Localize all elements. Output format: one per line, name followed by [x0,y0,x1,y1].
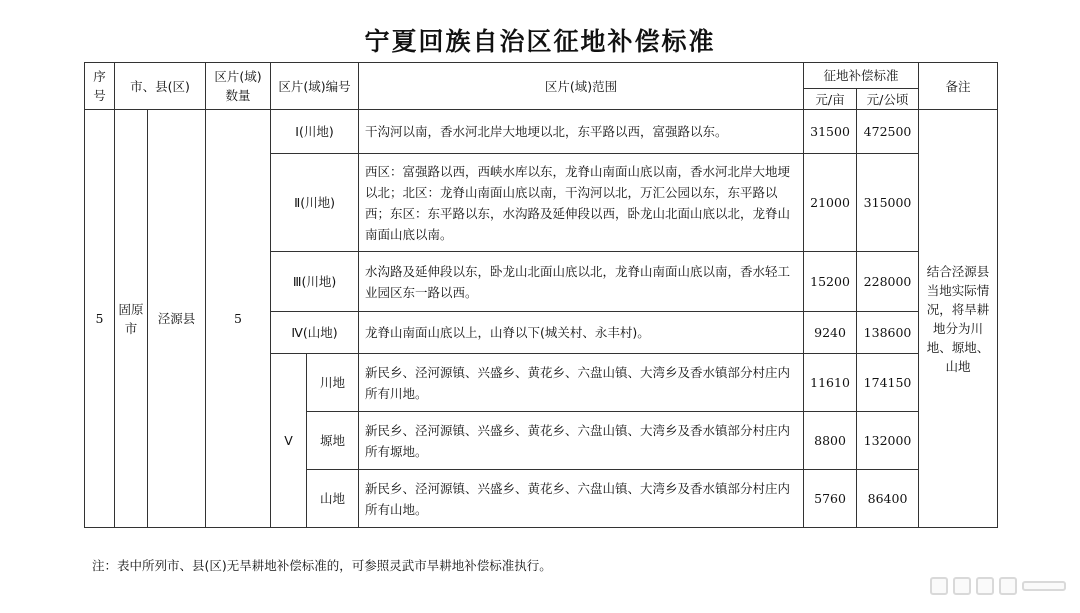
compensation-table [84,62,998,528]
cell-yuan-mu: 8800 [804,412,857,470]
header-area-code: 区片(域)编号 [271,63,359,110]
header-remark: 备注 [919,63,998,110]
cell-area-range: 新民乡、泾河源镇、兴盛乡、黄花乡、六盘山镇、大湾乡及香水镇部分村庄内所有山地。 [359,470,804,528]
cell-yuan-mu: 11610 [804,354,857,412]
cell-area-code: Ⅲ(川地) [271,252,359,312]
cell-county: 泾源县 [148,110,206,528]
pagination-indicator [930,577,1066,595]
cell-yuan-mu: 15200 [804,252,857,312]
footnote: 注：表中所列市、县(区)无旱耕地补偿标准的，可参照灵武市旱耕地补偿标准执行。 [92,558,552,573]
cell-yuan-ha: 228000 [857,252,919,312]
page-dot [999,577,1017,595]
cell-subtype: 塬地 [307,412,359,470]
cell-subtype: 山地 [307,470,359,528]
cell-seq: 5 [85,110,115,528]
header-yuan-ha: 元/公顷 [857,89,919,110]
cell-area-code: Ⅱ(川地) [271,154,359,252]
cell-yuan-mu: 9240 [804,312,857,354]
cell-area-range: 新民乡、泾河源镇、兴盛乡、黄花乡、六盘山镇、大湾乡及香水镇部分村庄内所有塬地。 [359,412,804,470]
cell-yuan-ha: 138600 [857,312,919,354]
cell-area-code: Ⅰ(川地) [271,110,359,154]
cell-yuan-ha: 472500 [857,110,919,154]
cell-city: 固原市 [115,110,148,528]
cell-area-code: Ⅳ(山地) [271,312,359,354]
cell-yuan-ha: 174150 [857,354,919,412]
cell-area-range: 水沟路及延伸段以东，卧龙山北面山底以北，龙脊山南面山底以南，香水轻工业园区东一路以西。 [359,252,804,312]
cell-yuan-ha: 86400 [857,470,919,528]
page-bar [1022,581,1066,591]
page-title: 宁夏回族自治区征地补偿标准 [364,27,716,56]
table-row [85,110,998,154]
cell-area-range: 干沟河以南，香水河北岸大地埂以北，东平路以西，富强路以东。 [359,110,804,154]
cell-area-range: 西区：富强路以西，西峡水库以东，龙脊山南面山底以南，香水河北岸大地埂以北；北区：龙脊山南面山底以南，干沟河以北，万汇公园以东，东平路以西；东区：东平路以东，水沟路及延伸段以西，卧龙山北面山底以北，龙脊山南面山底以南。 [359,154,804,252]
cell-area-code-v: Ⅴ [271,354,307,528]
cell-remark: 结合泾源县当地实际情况，将旱耕地分为川地、塬地、山地 [919,110,998,528]
cell-yuan-ha: 315000 [857,154,919,252]
page-dot [953,577,971,595]
cell-area-range: 龙脊山南面山底以上，山脊以下(城关村、永丰村)。 [359,312,804,354]
cell-yuan-mu: 31500 [804,110,857,154]
page-dot [930,577,948,595]
cell-area-count: 5 [206,110,271,528]
cell-yuan-ha: 132000 [857,412,919,470]
header-yuan-mu: 元/亩 [804,89,857,110]
header-area-range: 区片(域)范围 [359,63,804,110]
cell-yuan-mu: 21000 [804,154,857,252]
cell-area-range: 新民乡、泾河源镇、兴盛乡、黄花乡、六盘山镇、大湾乡及香水镇部分村庄内所有川地。 [359,354,804,412]
cell-subtype: 川地 [307,354,359,412]
header-seq: 序号 [85,63,115,110]
header-standard: 征地补偿标准 [804,63,919,89]
header-area-count: 区片(域)数量 [206,63,271,110]
header-city-county: 市、县(区) [115,63,206,110]
cell-yuan-mu: 5760 [804,470,857,528]
page-dot [976,577,994,595]
